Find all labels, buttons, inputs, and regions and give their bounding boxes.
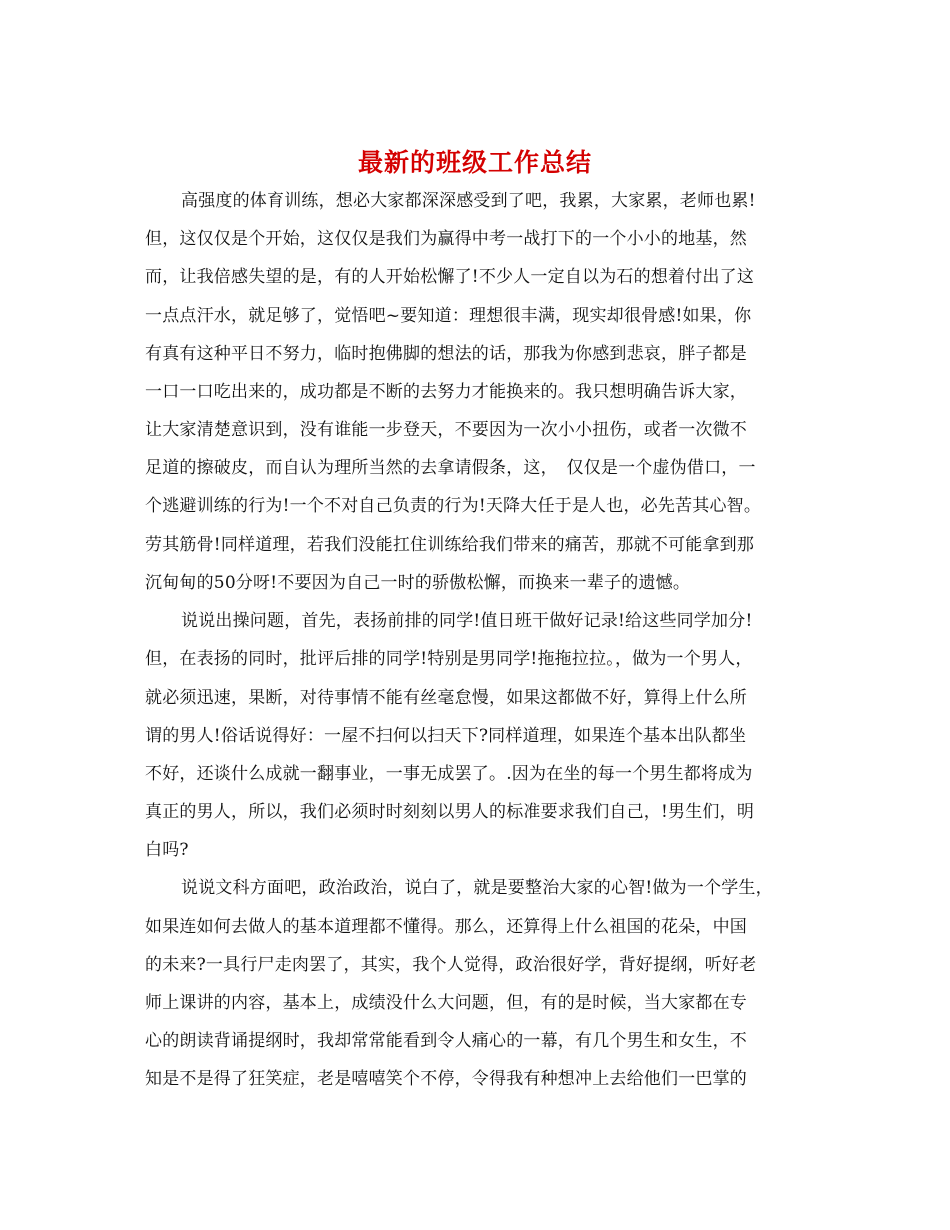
paragraph-line: 但，这仅仅是个开始，这仅仅是我们为赢得中考一战打下的一个小小的地基，然 xyxy=(145,229,747,249)
paragraph-line: 劳其筋骨!同样道理，若我们没能扛住训练给我们带来的痛苦，那就不可能拿到那 xyxy=(145,535,755,555)
paragraph-line: 就必须迅速，果断，对待事情不能有丝毫怠慢，如果这都做不好，算得上什么所 xyxy=(145,688,747,708)
paragraph-line: 白吗? xyxy=(145,840,189,860)
paragraph-line: 而，让我倍感失望的是，有的人开始松懈了!不少人一定自以为石的想着付出了这 xyxy=(145,267,755,287)
paragraph-line: 说说文科方面吧，政治政治，说白了，就是要整治大家的心智!做为一个学生， xyxy=(181,878,773,898)
paragraph-line: 沉甸甸的50分呀!不要因为自己一时的骄傲松懈，而换来一辈子的遗憾。 xyxy=(145,573,691,593)
paragraph-line: 真正的男人，所以，我们必须时时刻刻以男人的标准要求我们自己，!男生们，明 xyxy=(145,802,755,822)
paragraph-line: 让大家清楚意识到，没有谁能一步登天，不要因为一次小小扭伤，或者一次微不 xyxy=(145,420,747,440)
paragraph-line: 足道的擦破皮，而自认为理所当然的去拿请假条，这， 仅仅是一个虚伪借口，一 xyxy=(145,458,756,478)
paragraph-line: 师上课讲的内容，基本上，成绩没什么大问题，但，有的是时候，当大家都在专 xyxy=(145,993,747,1013)
paragraph-line: 如果连如何去做人的基本道理都不懂得。那么，还算得上什么祖国的花朵，中国 xyxy=(145,917,747,937)
paragraph-line: 个逃避训练的行为!一个不对自己负责的行为!天降大任于是人也，必先苦其心智。 xyxy=(145,496,762,516)
paragraph-line: 一点点汗水，就足够了，觉悟吧~要知道：理想很丰满，现实却很骨感!如果，你 xyxy=(145,306,752,326)
paragraph-line: 的未来?一具行尸走肉罢了，其实，我个人觉得，政治很好学，背好提纲，听好老 xyxy=(145,955,757,975)
paragraph-line: 谓的男人!俗话说得好：一屋不扫何以扫天下?同样道理，如果连个基本出队都坐 xyxy=(145,726,747,746)
paragraph-line: 不好，还谈什么成就一翻事业，一事无成罢了。.因为在坐的每一个男生都将成为 xyxy=(145,764,753,784)
paragraph-line: 但，在表扬的同时，批评后排的同学!特别是男同学!拖拖拉拉。，做为一个男人， xyxy=(145,649,753,669)
paragraph-line: 说说出操问题，首先，表扬前排的同学!值日班干做好记录!给这些同学加分! xyxy=(181,611,753,631)
paragraph-line: 高强度的体育训练，想必大家都深深感受到了吧，我累，大家累，老师也累! xyxy=(181,191,756,211)
paragraph-line: 心的朗读背诵提纲时，我却常常能看到令人痛心的一幕，有几个男生和女生，不 xyxy=(145,1031,747,1051)
paragraph-line: 有真有这种平日不努力，临时抱佛脚的想法的话，那我为你感到悲哀，胖子都是 xyxy=(145,344,747,364)
document-title: 最新的班级工作总结 xyxy=(357,148,592,177)
paragraph-line: 一口一口吃出来的，成功都是不断的去努力才能换来的。我只想明确告诉大家， xyxy=(145,382,747,402)
paragraph-line: 知是不是得了狂笑症，老是嘻嘻笑个不停，令得我有种想冲上去给他们一巴掌的 xyxy=(145,1069,747,1089)
